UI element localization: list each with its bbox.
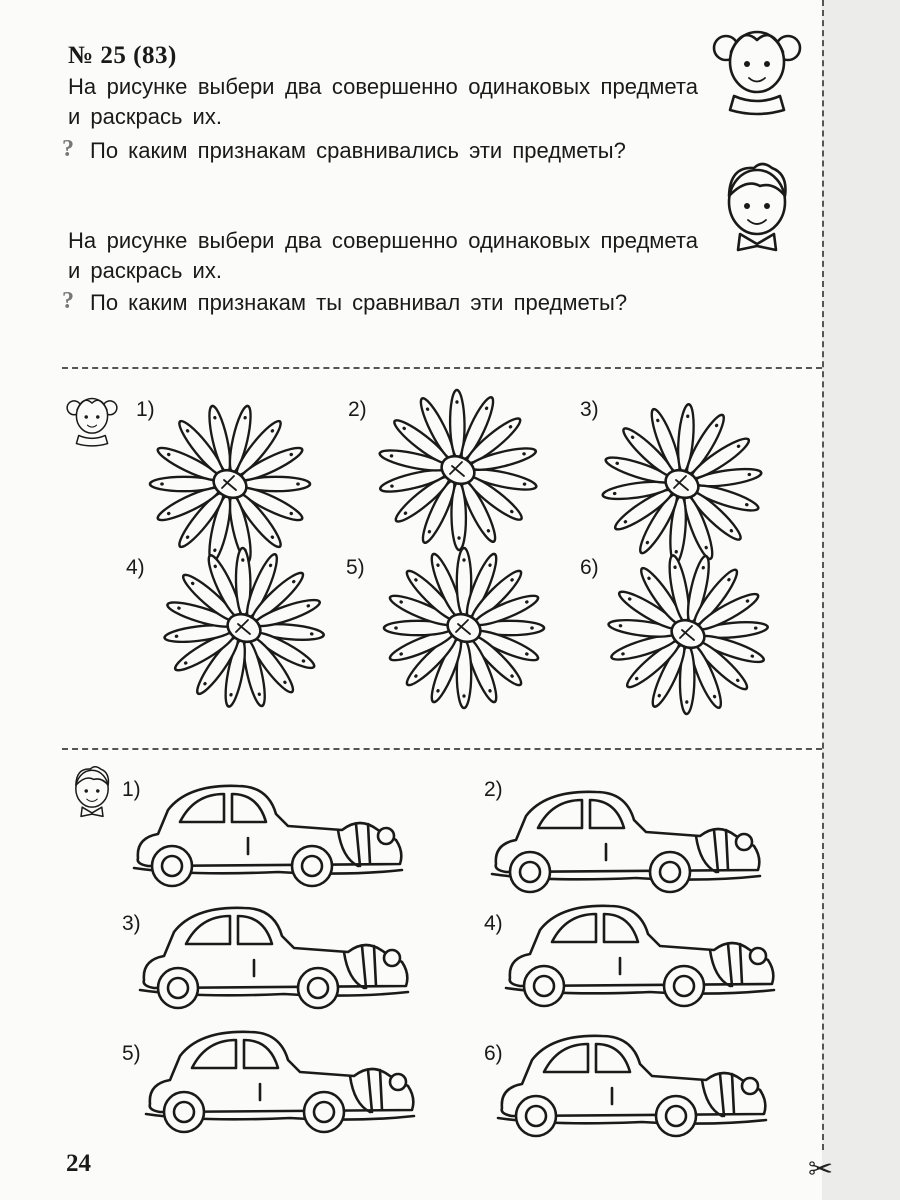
girl-face-icon bbox=[712, 14, 802, 114]
car-2[interactable] bbox=[486, 786, 768, 898]
flower-4[interactable] bbox=[154, 548, 334, 708]
flower-label-5: 5) bbox=[346, 556, 365, 579]
car-5[interactable] bbox=[140, 1026, 422, 1138]
flower-1[interactable] bbox=[140, 404, 320, 564]
scissors-icon: ✂ bbox=[808, 1152, 834, 1187]
flower-label-6: 6) bbox=[580, 556, 599, 579]
boy-instruction: На рисунке выбери два совершенно одинаковых предмета и раскрась их. bbox=[68, 228, 698, 283]
car-label-2: 2) bbox=[484, 778, 503, 801]
flower-label-2: 2) bbox=[348, 398, 367, 421]
boy-face-icon bbox=[712, 156, 802, 256]
girl-instruction: На рисунке выбери два совершенно одинаковых предмета и раскрась их. bbox=[68, 74, 698, 129]
car-label-6: 6) bbox=[484, 1042, 503, 1065]
girl-face-icon bbox=[66, 388, 118, 446]
car-6[interactable] bbox=[492, 1030, 774, 1142]
car-3[interactable] bbox=[134, 902, 416, 1014]
flower-label-1: 1) bbox=[136, 398, 155, 421]
boy-face-icon bbox=[66, 762, 118, 820]
section-divider bbox=[62, 367, 822, 369]
car-4[interactable] bbox=[500, 900, 782, 1012]
flower-5[interactable] bbox=[374, 548, 554, 708]
question-icon: ? bbox=[62, 136, 74, 162]
car-1[interactable] bbox=[128, 780, 410, 892]
flower-label-3: 3) bbox=[580, 398, 599, 421]
girl-question: По каким признакам сравнивались эти предметы? bbox=[90, 138, 626, 163]
boy-question: По каким признакам ты сравнивал эти предметы? bbox=[90, 290, 628, 315]
car-label-1: 1) bbox=[122, 778, 141, 801]
page-number: 24 bbox=[66, 1150, 91, 1177]
car-label-4: 4) bbox=[484, 912, 503, 935]
question-icon: ? bbox=[62, 288, 74, 314]
car-label-5: 5) bbox=[122, 1042, 141, 1065]
cut-line bbox=[822, 0, 824, 1150]
flower-2[interactable] bbox=[368, 390, 548, 550]
car-label-3: 3) bbox=[122, 912, 141, 935]
section-divider bbox=[62, 748, 822, 750]
flower-label-4: 4) bbox=[126, 556, 145, 579]
flower-6[interactable] bbox=[598, 554, 778, 714]
task-number: № 25 (83) bbox=[68, 42, 177, 69]
flower-3[interactable] bbox=[592, 404, 772, 564]
